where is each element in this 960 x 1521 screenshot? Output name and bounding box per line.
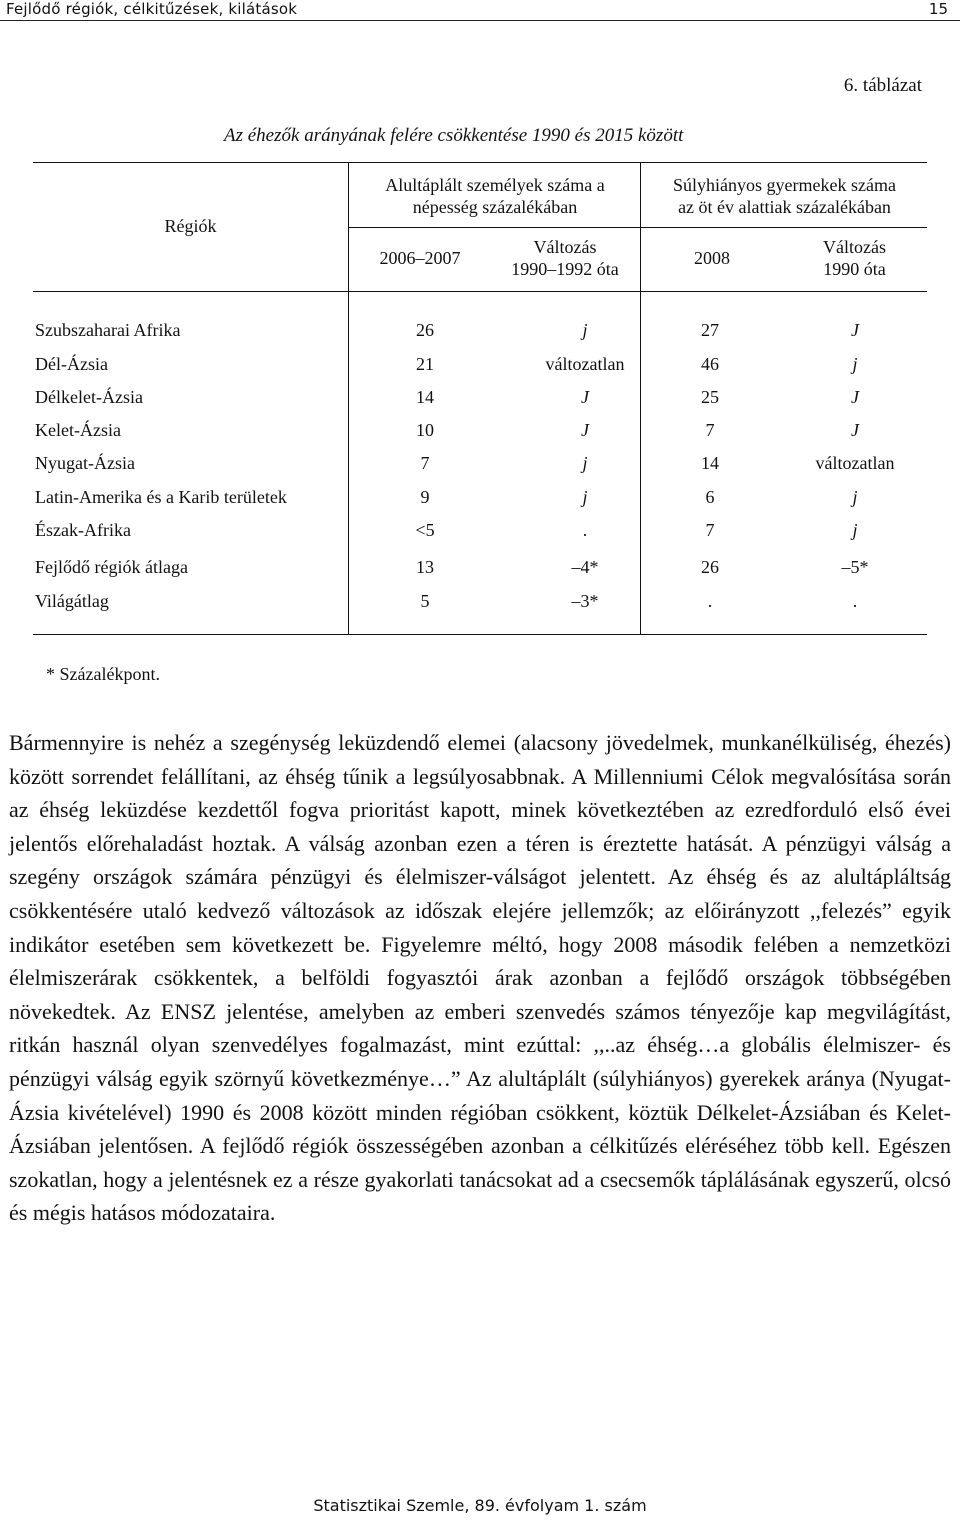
region-cell: Fejlődő régiók átlaga — [35, 557, 188, 577]
change-cell: . — [582, 520, 588, 540]
value-cell: 46 — [701, 354, 719, 374]
table-footnote: * Százalékpont. — [46, 664, 160, 684]
header-bottom-rule — [33, 291, 927, 292]
region-cell: Észak-Afrika — [35, 520, 131, 540]
region-cell: Latin-Amerika és a Karib területek — [35, 487, 287, 507]
value-cell: 7 — [705, 420, 715, 440]
table-label: 6. táblázat — [843, 75, 922, 96]
header-g1-sub1: 2006–2007 — [379, 248, 461, 268]
value-cell: 21 — [416, 354, 434, 374]
change-cell: j — [582, 453, 588, 473]
header-g2-sub2-line2: 1990 óta — [823, 259, 886, 279]
table-row — [35, 487, 935, 517]
value-cell: 13 — [416, 557, 434, 577]
value-cell: 26 — [416, 320, 434, 340]
change-cell: j — [582, 320, 588, 340]
value-cell: <5 — [415, 520, 435, 540]
page-number: 15 — [928, 0, 948, 18]
table-bottom-rule — [33, 634, 927, 635]
table-row — [35, 591, 935, 621]
value-cell: 26 — [701, 557, 719, 577]
region-cell: Kelet-Ázsia — [35, 420, 121, 440]
change-cell: j — [852, 354, 858, 374]
value-cell: 14 — [701, 453, 719, 473]
header-group1 — [350, 174, 640, 218]
header-title: Fejlődő régiók, célkitűzések, kilátások — [6, 0, 298, 18]
value-cell: 10 — [416, 420, 434, 440]
region-cell: Szubszaharai Afrika — [35, 320, 181, 340]
table-row — [35, 520, 935, 550]
table-row — [35, 387, 935, 417]
value-cell: 9 — [420, 487, 430, 507]
header-g2-sub2 — [782, 236, 927, 280]
region-cell: Délkelet-Ázsia — [35, 387, 143, 407]
body-paragraph: Bármennyire is nehéz a szegénység leküzdendő elemei (alacsony jövedelmek, munkanélküliség, éhezés) között sorrendet felállítani, az éhség tűnik a legsúlyosabbnak. A Millenniumi Célok megvalósítása során az éhség leküzdése kezdettől fogva prioritást kapott, minek következtében az ezredforduló első évei jelentős előrehaladást hoztak. A válság azonban ezen a téren is éreztette hatását. A pénzügyi válság a szegény országok számára pénzügyi és élelmiszer-válságot jelentett. Az éhség és az alultápláltság csökkentésére utaló kedvező változások az időszak elejére jellemzők; az előirányzott ,,felezés” egyik indikátor esetében sem következett be. Figyelemre méltó, hogy 2008 második felében a nemzetközi élelmiszerárak csökkentek, a belföldi fogyasztói árak azonban a fejlődő országok többségében növekedtek. Az ENSZ jelentése, amelyben az emberi szenvedés számos tényezője kap megvilágítást, ritkán használ olyan szenvedélyes fogalmazást, mint ezúttal: ,,..az éhség…a globális élelmiszer- és pénzügyi válság egyik szörnyű következménye…” Az alultáplált (súlyhiányos) gyerekek aránya (Nyugat-Ázsia kivételével) 1990 és 2008 között minden régióban csökkent, köztük Délkelet-Ázsiában és Kelet-Ázsiában jelentősen. A fejlődő régiók összességében azonban a célkitűzés eléréséhez több kell. Egészen szokatlan, hogy a jelentésnek ez a része gyakorlati tanácsokat ad a csecsemők táplálásának egyszerű, olcsó és mégis hatásos módozataira. — [9, 730, 951, 1226]
change-cell: J — [851, 387, 859, 407]
table-top-rule — [33, 162, 927, 163]
header-g1-sub2 — [490, 236, 640, 280]
change-cell: j — [582, 487, 588, 507]
table-row — [35, 557, 935, 587]
header-g1-sub2-line1: Változás — [533, 237, 597, 257]
value-cell: 5 — [420, 591, 430, 611]
change-cell: –5* — [841, 557, 869, 577]
value-cell: . — [707, 591, 713, 611]
value-cell: 14 — [416, 387, 434, 407]
header-g2-sub1: 2008 — [694, 248, 730, 268]
table-row — [35, 354, 935, 384]
change-cell: –3* — [571, 591, 599, 611]
table-row — [35, 420, 935, 450]
header-group2-line2: az öt év alattiak százalékában — [678, 197, 891, 217]
header-group2-line1: Súlyhiányos gyermekek száma — [673, 175, 896, 195]
header-group1-line2: népesség százalékában — [412, 197, 578, 217]
region-cell: Dél-Ázsia — [35, 354, 108, 374]
value-cell: 7 — [420, 453, 430, 473]
running-footer: Statisztikai Szemle, 89. évfolyam 1. szám — [313, 1496, 647, 1515]
table-title: Az éhezők arányának felére csökkentése 1990 és 2015 között — [224, 125, 684, 146]
header-group2 — [642, 174, 927, 218]
change-cell: J — [581, 420, 589, 440]
header-g2-sub2-line1: Változás — [823, 237, 886, 257]
value-cell: 27 — [701, 320, 719, 340]
change-cell: . — [852, 591, 858, 611]
change-cell: j — [852, 487, 858, 507]
change-cell: –4* — [571, 557, 599, 577]
table-row — [35, 453, 935, 483]
region-cell: Nyugat-Ázsia — [35, 453, 135, 473]
value-cell: 7 — [705, 520, 715, 540]
table-row — [35, 320, 935, 350]
header-g1-sub2-line2: 1990–1992 óta — [511, 259, 619, 279]
region-cell: Világátlag — [35, 591, 109, 611]
change-cell: változatlan — [815, 453, 895, 473]
change-cell: j — [852, 520, 858, 540]
change-cell: J — [581, 387, 589, 407]
change-cell: J — [851, 320, 859, 340]
change-cell: változatlan — [545, 354, 625, 374]
value-cell: 6 — [705, 487, 715, 507]
header-regions: Régiók — [164, 216, 217, 236]
value-cell: 25 — [701, 387, 719, 407]
header-group1-line1: Alultáplált személyek száma a — [385, 175, 605, 195]
header-mid-rule — [348, 227, 927, 228]
change-cell: J — [851, 420, 859, 440]
